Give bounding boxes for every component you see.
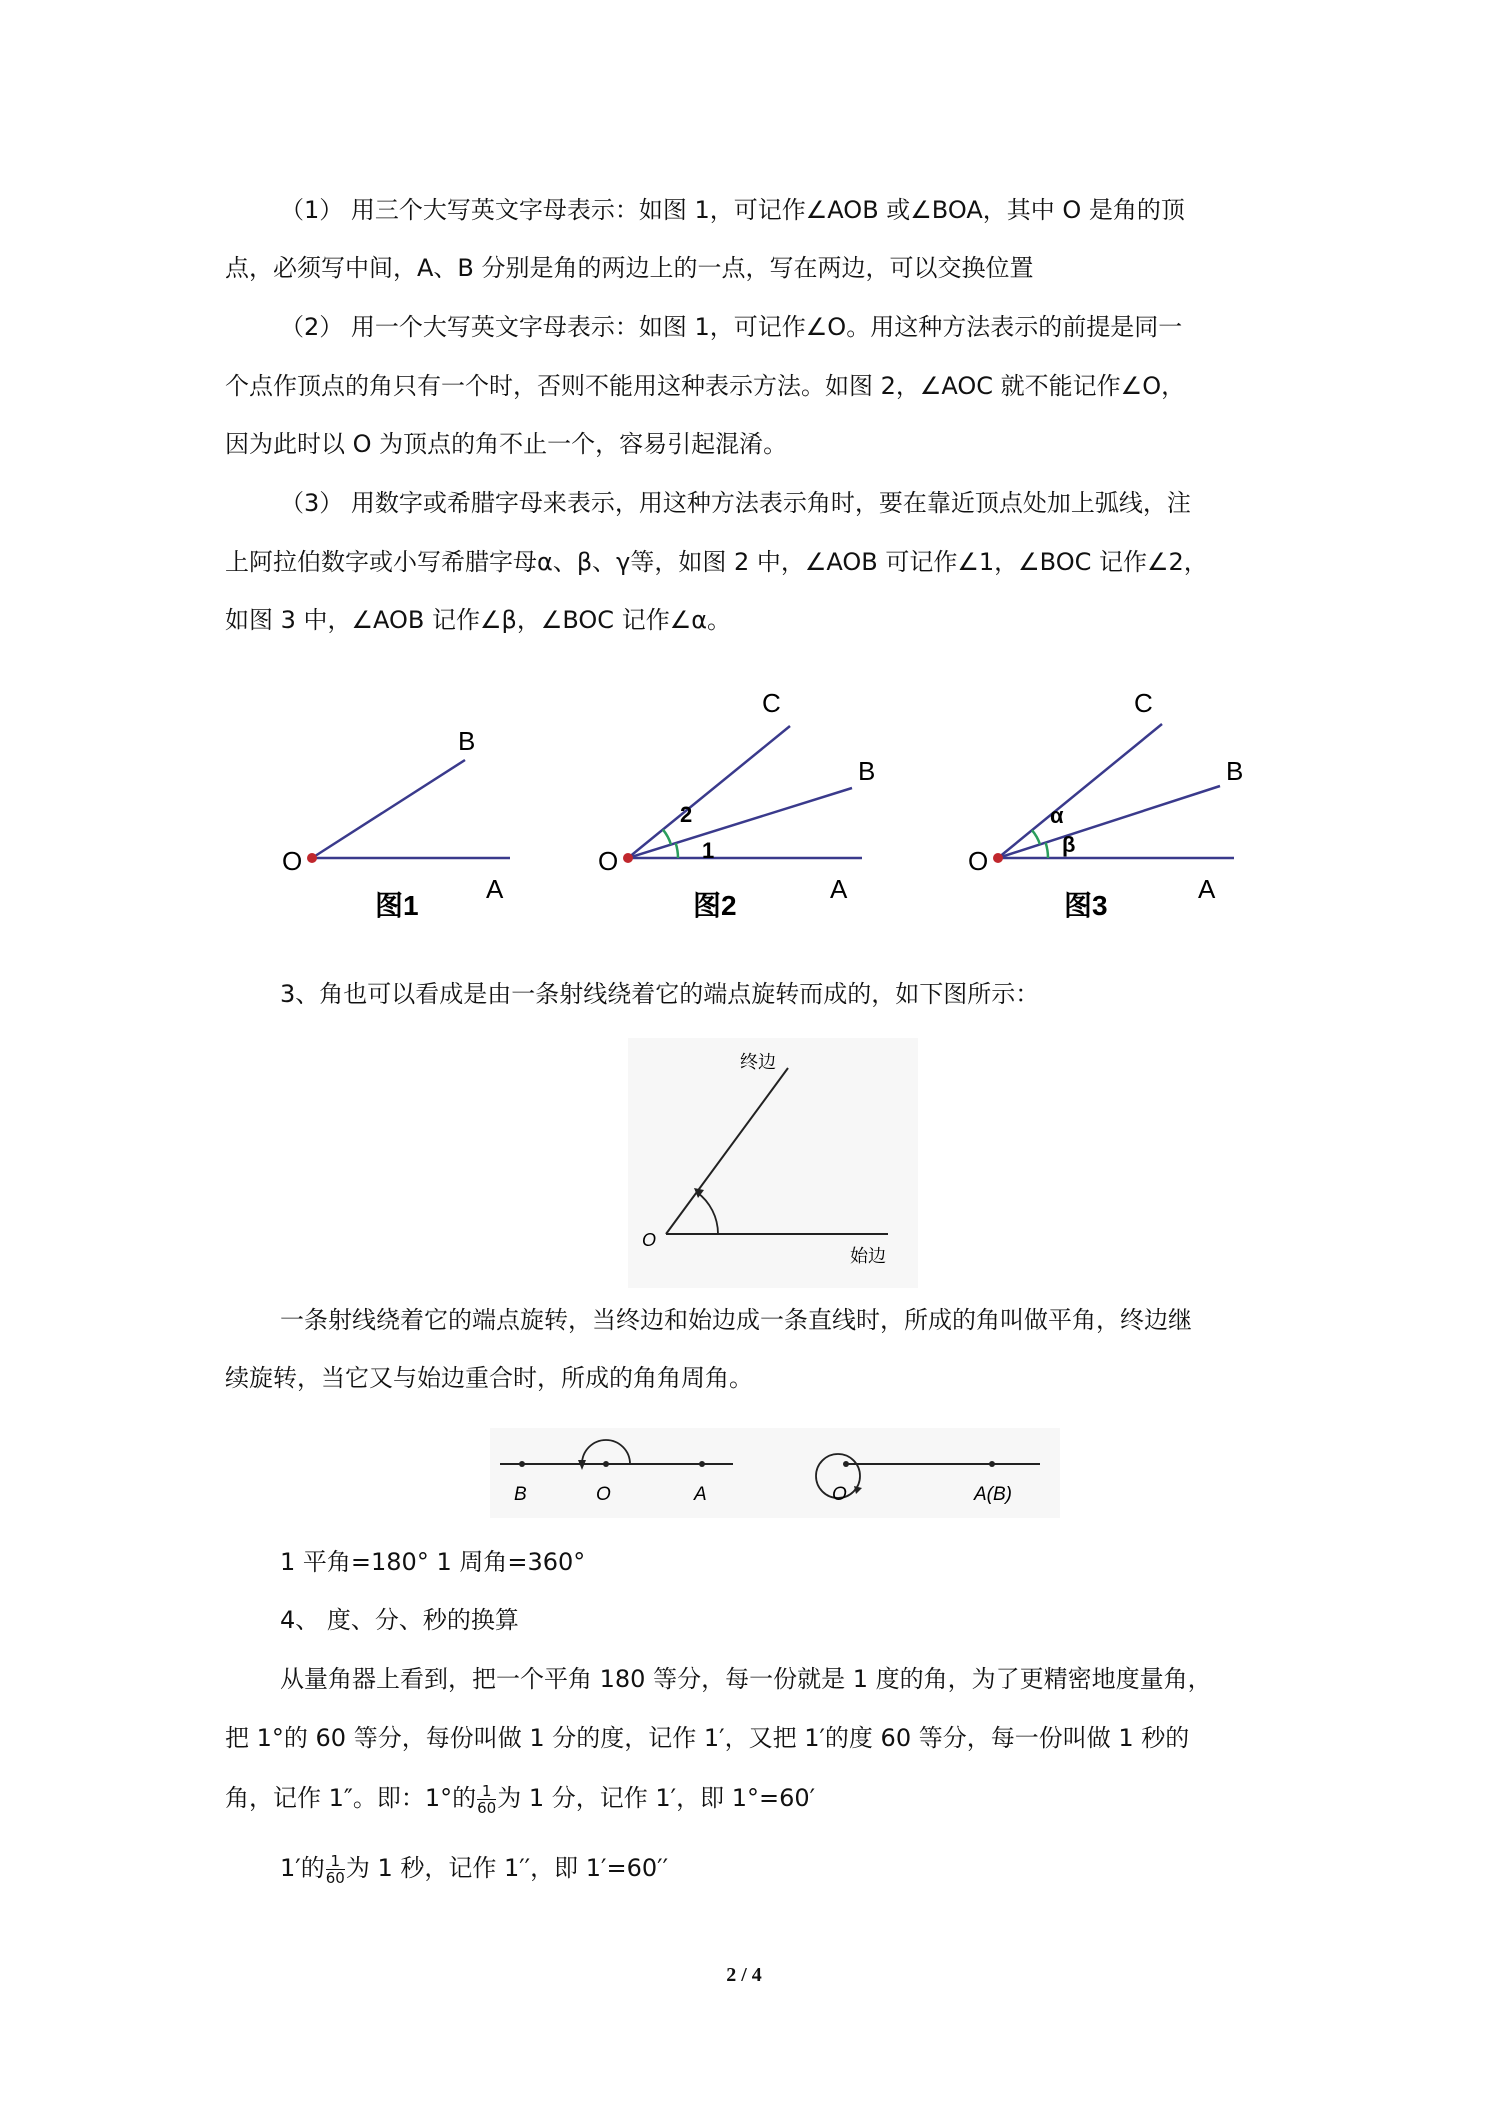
label-a: A	[694, 1484, 707, 1505]
label-alpha: α	[1050, 803, 1064, 828]
para-2-line-2: 个点作顶点的角只有一个时，否则不能用这种表示方法。如图 2，∠AOC 就不能记作∠O，	[225, 372, 1186, 400]
figure-3	[962, 670, 1262, 935]
arc-beta	[1046, 843, 1048, 858]
label-c: C	[1134, 688, 1153, 718]
point-a	[699, 1461, 705, 1467]
units-line: 1 平角=180° 1 周角=360°	[280, 1548, 586, 1576]
ray-text-line-2: 续旋转，当它又与始边重合时，所成的角角周角。	[225, 1364, 753, 1392]
vertex-dot	[307, 853, 317, 863]
para-2-line-1: （2） 用一个大写英文字母表示：如图 1，可记作∠O。用这种方法表示的前提是同一	[280, 313, 1183, 341]
arc-1	[676, 843, 678, 858]
conversion-line-1: 从量角器上看到，把一个平角 180 等分，每一份就是 1 度的角，为了更精密地度量角，	[280, 1665, 1212, 1693]
label-beta: β	[1062, 832, 1076, 857]
arc-2	[663, 830, 671, 845]
label-o: O	[598, 846, 619, 876]
section-4-heading: 4、 度、分、秒的换算	[280, 1606, 519, 1634]
label-o: O	[642, 1230, 657, 1250]
label-b: B	[458, 726, 476, 756]
conversion-line-3-start: 角，记作 1″。即：1°的	[225, 1784, 477, 1812]
caption-fig-2: 图2	[693, 890, 737, 921]
page-number: 2 / 4	[726, 1964, 762, 1986]
caption-fig-3: 图3	[1064, 890, 1108, 921]
para-1-line-1: （1） 用三个大写英文字母表示：如图 1，可记作∠AOB 或∠BOA，其中 O 是角的顶	[280, 196, 1185, 224]
ray-text-line-1: 一条射线绕着它的端点旋转，当终边和始边成一条直线时，所成的角叫做平角，终边继	[280, 1306, 1192, 1334]
fraction-numerator: 1	[477, 1783, 496, 1800]
fraction-denominator: 60	[477, 1798, 497, 1817]
label-initial-side: 始边	[850, 1246, 886, 1266]
ray-ob	[312, 760, 465, 858]
fraction-numerator: 1	[326, 1853, 345, 1870]
rotation-figure	[628, 1038, 918, 1288]
para-2-line-3: 因为此时以 O 为顶点的角不止一个，容易引起混淆。	[225, 430, 788, 458]
label-b: B	[514, 1484, 527, 1505]
caption-fig-1: 图1	[375, 890, 419, 921]
straight-full-angle-figure	[490, 1428, 1060, 1518]
vertex-dot	[993, 853, 1003, 863]
label-angle-1: 1	[702, 838, 715, 863]
label-o: O	[596, 1484, 611, 1505]
ray-ob	[628, 788, 852, 858]
conversion-line-4	[280, 1852, 668, 1886]
label-angle-2: 2	[680, 802, 693, 827]
conversion-line-2: 把 1°的 60 等分，每份叫做 1 分的度，记作 1′，又把 1′的度 60 等分，每一份叫做 1 秒的	[225, 1724, 1190, 1752]
conversion-line-4-end: 为 1 秒，记作 1′′，即 1′=60′′	[345, 1854, 669, 1882]
conversion-line-3-end: 为 1 分，记作 1′，即 1°=60′	[497, 1784, 816, 1812]
fraction-one-sixtieth	[326, 1853, 345, 1886]
para-1-line-2: 点，必须写中间，A、B 分别是角的两边上的一点，写在两边，可以交换位置	[225, 254, 1034, 282]
para-3-line-2: 上阿拉伯数字或小写希腊字母α、β、γ等，如图 2 中，∠AOB 可记作∠1，∠BOC 记作∠2，	[225, 548, 1208, 576]
fraction-one-sixtieth	[477, 1783, 496, 1816]
label-o-full: O	[832, 1484, 847, 1505]
label-o: O	[968, 846, 989, 876]
conversion-line-4-start: 1′的	[280, 1854, 325, 1882]
para-3-line-1: （3） 用数字或希腊字母来表示，用这种方法表示角时，要在靠近顶点处加上弧线，注	[280, 489, 1191, 517]
label-b: B	[1226, 756, 1244, 786]
vertex-dot	[623, 853, 633, 863]
label-o: O	[282, 846, 303, 876]
point-ab	[989, 1461, 995, 1467]
label-ab: A(B)	[974, 1484, 1012, 1505]
label-terminal-side: 终边	[740, 1052, 776, 1072]
conversion-line-3	[225, 1782, 815, 1816]
label-a: A	[486, 874, 504, 904]
figure-1	[280, 715, 540, 935]
point-o-full	[843, 1461, 849, 1467]
figure-2	[590, 670, 890, 935]
label-a: A	[830, 874, 848, 904]
point-o	[603, 1461, 609, 1467]
arc-alpha	[1032, 830, 1040, 844]
section-3-heading: 3、角也可以看成是由一条射线绕着它的端点旋转而成的，如下图所示：	[280, 980, 1040, 1008]
fraction-denominator: 60	[325, 1868, 345, 1887]
point-b	[519, 1461, 525, 1467]
para-3-line-3: 如图 3 中，∠AOB 记作∠β，∠BOC 记作∠α。	[225, 606, 732, 634]
ray-ob	[998, 786, 1220, 858]
label-b: B	[858, 756, 876, 786]
label-a: A	[1198, 874, 1216, 904]
ray-oc	[998, 724, 1162, 858]
label-c: C	[762, 688, 781, 718]
